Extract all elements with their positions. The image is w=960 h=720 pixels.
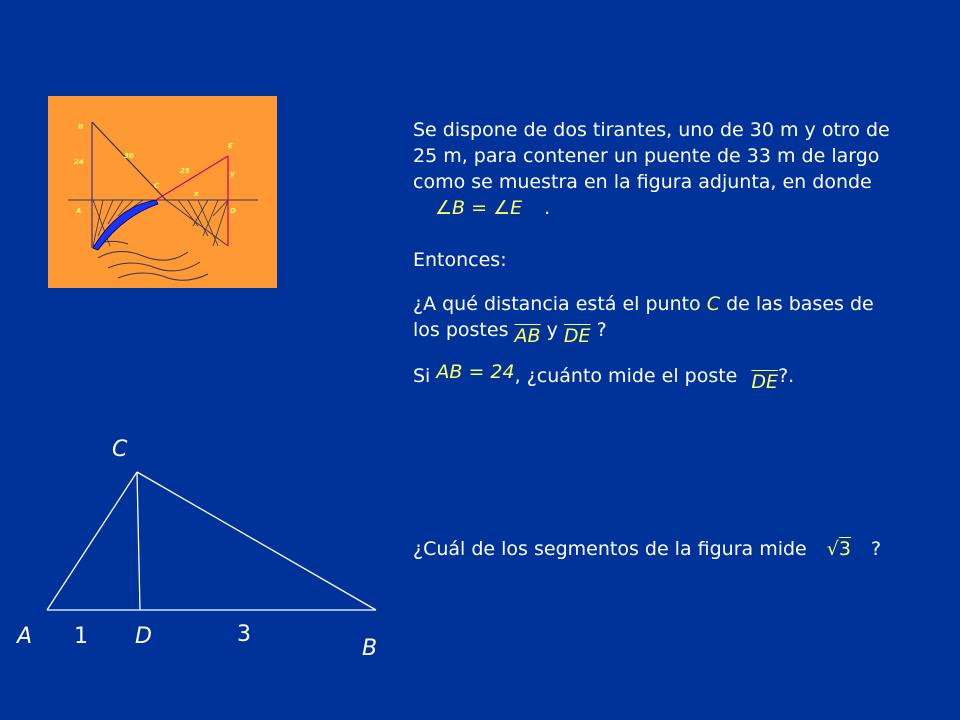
q1-part2: de las bases de los postes — [413, 293, 874, 341]
triangle-figure — [0, 460, 400, 660]
q1-part1: ¿A qué distancia está el punto — [413, 293, 701, 315]
side-ac — [47, 472, 137, 610]
conj-y: y — [546, 319, 558, 341]
fig-label-25: 25 — [180, 167, 190, 175]
segment-de: $\overline{DE}$ — [563, 325, 591, 347]
angle-condition: ∠B = ∠E — [435, 197, 523, 219]
side-cb — [137, 472, 376, 610]
vertex-c: C — [112, 437, 128, 462]
q2-si: Si — [413, 365, 431, 387]
segment-de-2: $\overline{DE}$ — [751, 371, 779, 393]
question-distance — [413, 291, 903, 347]
segment-ad-length: 1 — [74, 624, 88, 649]
sqrt-expression: √3 — [826, 538, 851, 560]
fig-label-30: 30 — [124, 152, 134, 160]
entonces-label: Entonces: — [413, 249, 507, 271]
bridge-figure — [48, 96, 277, 288]
fig-label-d: D — [230, 207, 236, 215]
vertex-b: B — [362, 636, 378, 661]
point-c: C — [706, 293, 721, 315]
vertex-a: A — [17, 624, 33, 649]
fig-label-c: C — [154, 182, 160, 190]
fig-label-e: E — [228, 142, 233, 150]
segment-db-length: 3 — [237, 622, 251, 647]
altitude-cd — [137, 472, 140, 610]
statement-period: . — [544, 197, 551, 219]
fig-label-24: 24 — [74, 158, 84, 166]
segment-ab: $\overline{AB}$ — [514, 325, 541, 347]
q2-end: ?. — [778, 365, 795, 387]
problem-statement — [413, 117, 903, 221]
statement-text: Se dispone de dos tirantes, uno de 30 m y otro de 25 m, para contener un puente de 33 m de largo como se muestra en la figura adjunta, en donde — [413, 119, 890, 193]
q2-part: , ¿cuánto mide el poste — [514, 365, 738, 387]
fig-label-a: A — [76, 207, 82, 215]
q1-end: ? — [596, 319, 607, 341]
sqrt-radicand: 3 — [838, 538, 851, 560]
fig-label-y: y — [230, 170, 235, 178]
sqrt-question-text: ¿Cuál de los segmentos de la figura mide — [413, 538, 807, 560]
question-post — [413, 361, 913, 393]
sqrt-question-end: ? — [871, 538, 882, 560]
vertex-d: D — [135, 624, 152, 649]
fig-label-b: B — [78, 123, 84, 131]
fig-label-x: x — [194, 190, 199, 198]
question-sqrt — [413, 536, 933, 562]
given-ab: AB = 24 — [436, 361, 515, 383]
